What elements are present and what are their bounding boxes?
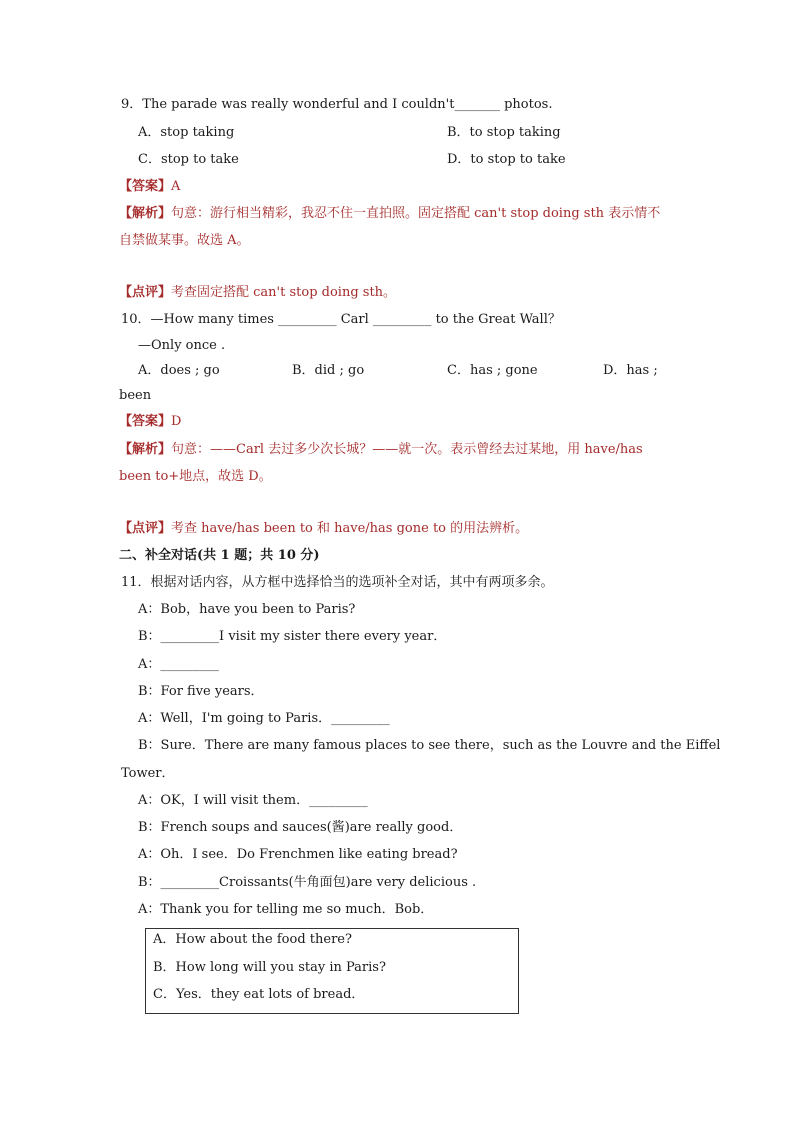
q10-answer [119,413,181,431]
q9-answer [119,178,180,196]
q10-stem: 10．—How many times _________ Carl _________ to the Great Wall？ [121,312,561,327]
q10-reply: —Only once . [138,338,226,353]
answer-tag: 【答案】 [119,179,172,194]
dialogue-line: A：Oh．I see．Do Frenchmen like eating bread? [138,847,458,862]
q10-option-d: D．has ; [603,363,658,378]
dialogue-line: A：Well，I'm going to Paris．_________ [138,711,390,726]
box-option-b: B．How long will you stay in Paris? [153,960,386,975]
analysis-text: 句意：——Carl 去过多少次长城？——就一次。表示曾经去过某地，用 have/has [171,442,643,457]
dialogue-line: B：For five years． [138,684,264,699]
comment-text: 考查 have/has been to 和 have/has gone to 的用法辨析。 [171,521,529,536]
q9-option-b: B．to stop taking [447,125,561,140]
q10-option-b: B．did ; go [292,363,365,378]
answer-tag: 【答案】 [119,414,172,429]
box-option-a: A．How about the food there? [153,932,352,947]
analysis-tag: 【解析】 [119,442,172,457]
dialogue-line: A：Bob，have you been to Paris? [138,602,356,617]
q9-comment [119,284,396,302]
box-option-c: C．Yes．they eat lots of bread． [153,987,365,1002]
comment-tag: 【点评】 [119,521,172,536]
q10-option-a: A．does ; go [138,363,220,378]
q10-comment [119,520,528,538]
q10-option-c: C．has ; gone [447,363,538,378]
q10-option-d-cont: been [119,388,152,403]
dialogue-line: B：French soups and sauces(酱)are really good． [138,820,463,835]
dialogue-line: A：OK，I will visit them．_________ [138,793,368,808]
q9-analysis-cont: 自禁做某事。故选 A。 [119,233,250,248]
answer-value: A [171,179,181,194]
q9-option-c: C．stop to take [138,152,239,167]
dialogue-line: A：Thank you for telling me so much．Bob． [138,902,434,917]
dialogue-line: B：_________I visit my sister there every year． [138,629,447,644]
comment-text: 考查固定搭配 can't stop doing sth。 [171,285,397,300]
analysis-text: 句意：游行相当精彩，我忍不住一直拍照。固定搭配 can't stop doing sth 表示情不 [171,206,661,221]
dialogue-line: A：_________ [138,657,219,672]
answer-value: D [171,414,182,429]
dialogue-line: Tower． [121,766,175,781]
section-heading: 二、补全对话(共 1 题；共 10 分) [119,548,320,563]
q10-analysis-cont: been to+地点，故选 D。 [119,469,272,484]
comment-tag: 【点评】 [119,285,172,300]
options-box [145,928,519,1014]
analysis-tag: 【解析】 [119,206,172,221]
q9-option-d: D．to stop to take [447,152,566,167]
q10-analysis [119,441,643,459]
dialogue-line: B：Sure．There are many famous places to see there，such as the Louvre and the Eiffel [138,738,721,753]
q11-stem: 11．根据对话内容，从方框中选择恰当的选项补全对话，其中有两项多余。 [121,575,554,590]
q9-stem: 9．The parade was really wonderful and I couldn't_______ photos. [121,97,553,112]
q9-analysis [119,205,660,223]
dialogue-line: B：_________Croissants(牛角面包)are very delicious . [138,875,477,890]
q9-option-a: A．stop taking [138,125,235,140]
